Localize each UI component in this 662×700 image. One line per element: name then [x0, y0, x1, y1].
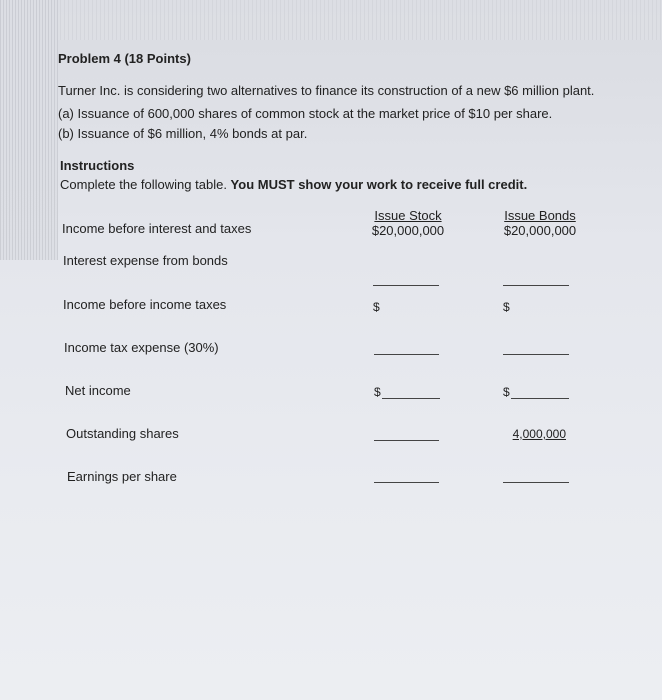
dollar-sign-bonds-income-before-taxes: $: [503, 300, 510, 314]
row-label-income-tax-expense: Income tax expense (30%): [64, 340, 219, 355]
row-label-interest-expense: Interest expense from bonds: [63, 253, 228, 268]
problem-intro: Turner Inc. is considering two alternatives to finance its construction of a new $6 million plant.: [58, 83, 595, 98]
column-title-bonds: Issue Bonds: [504, 208, 576, 223]
problem-title: Problem 4 (18 Points): [58, 51, 191, 66]
blank-bonds-net-income[interactable]: [511, 398, 569, 399]
blank-bonds-interest-expense[interactable]: [503, 285, 569, 286]
column-amount-stock: $20,000,000: [371, 223, 445, 238]
row-label-earnings-per-share: Earnings per share: [67, 469, 177, 484]
row-label-net-income: Net income: [65, 383, 131, 398]
row-label-income-before-interest: Income before interest and taxes: [62, 221, 252, 236]
blank-bonds-eps[interactable]: [503, 482, 569, 483]
blank-stock-eps[interactable]: [374, 482, 439, 483]
row-label-outstanding-shares: Outstanding shares: [66, 426, 179, 441]
column-title-stock: Issue Stock: [374, 208, 442, 223]
option-a: (a) Issuance of 600,000 shares of common stock at the market price of $10 per share.: [58, 106, 553, 121]
blank-stock-outstanding-shares[interactable]: [374, 440, 439, 441]
row-label-income-before-taxes: Income before income taxes: [63, 297, 227, 312]
bonds-outstanding-shares-value: 4,000,000: [512, 427, 566, 441]
instructions-text-bold: You MUST show your work to receive full credit.: [230, 177, 528, 192]
dollar-sign-stock-net-income: $: [374, 385, 381, 399]
blank-stock-net-income[interactable]: [382, 398, 440, 399]
instructions-text-prefix: Complete the following table.: [60, 177, 231, 192]
dollar-sign-bonds-net-income: $: [503, 385, 510, 399]
column-amount-bonds: $20,000,000: [503, 223, 577, 238]
column-heading-stock: [360, 208, 456, 238]
blank-bonds-income-tax[interactable]: [503, 354, 569, 355]
instructions-text: [60, 177, 527, 192]
instructions-title: Instructions: [60, 158, 135, 173]
blank-stock-income-tax[interactable]: [374, 354, 439, 355]
blank-stock-interest-expense[interactable]: [373, 285, 439, 286]
dollar-sign-stock-income-before-taxes: $: [373, 300, 380, 314]
column-heading-bonds: [492, 208, 588, 238]
option-b: (b) Issuance of $6 million, 4% bonds at par.: [58, 126, 308, 141]
